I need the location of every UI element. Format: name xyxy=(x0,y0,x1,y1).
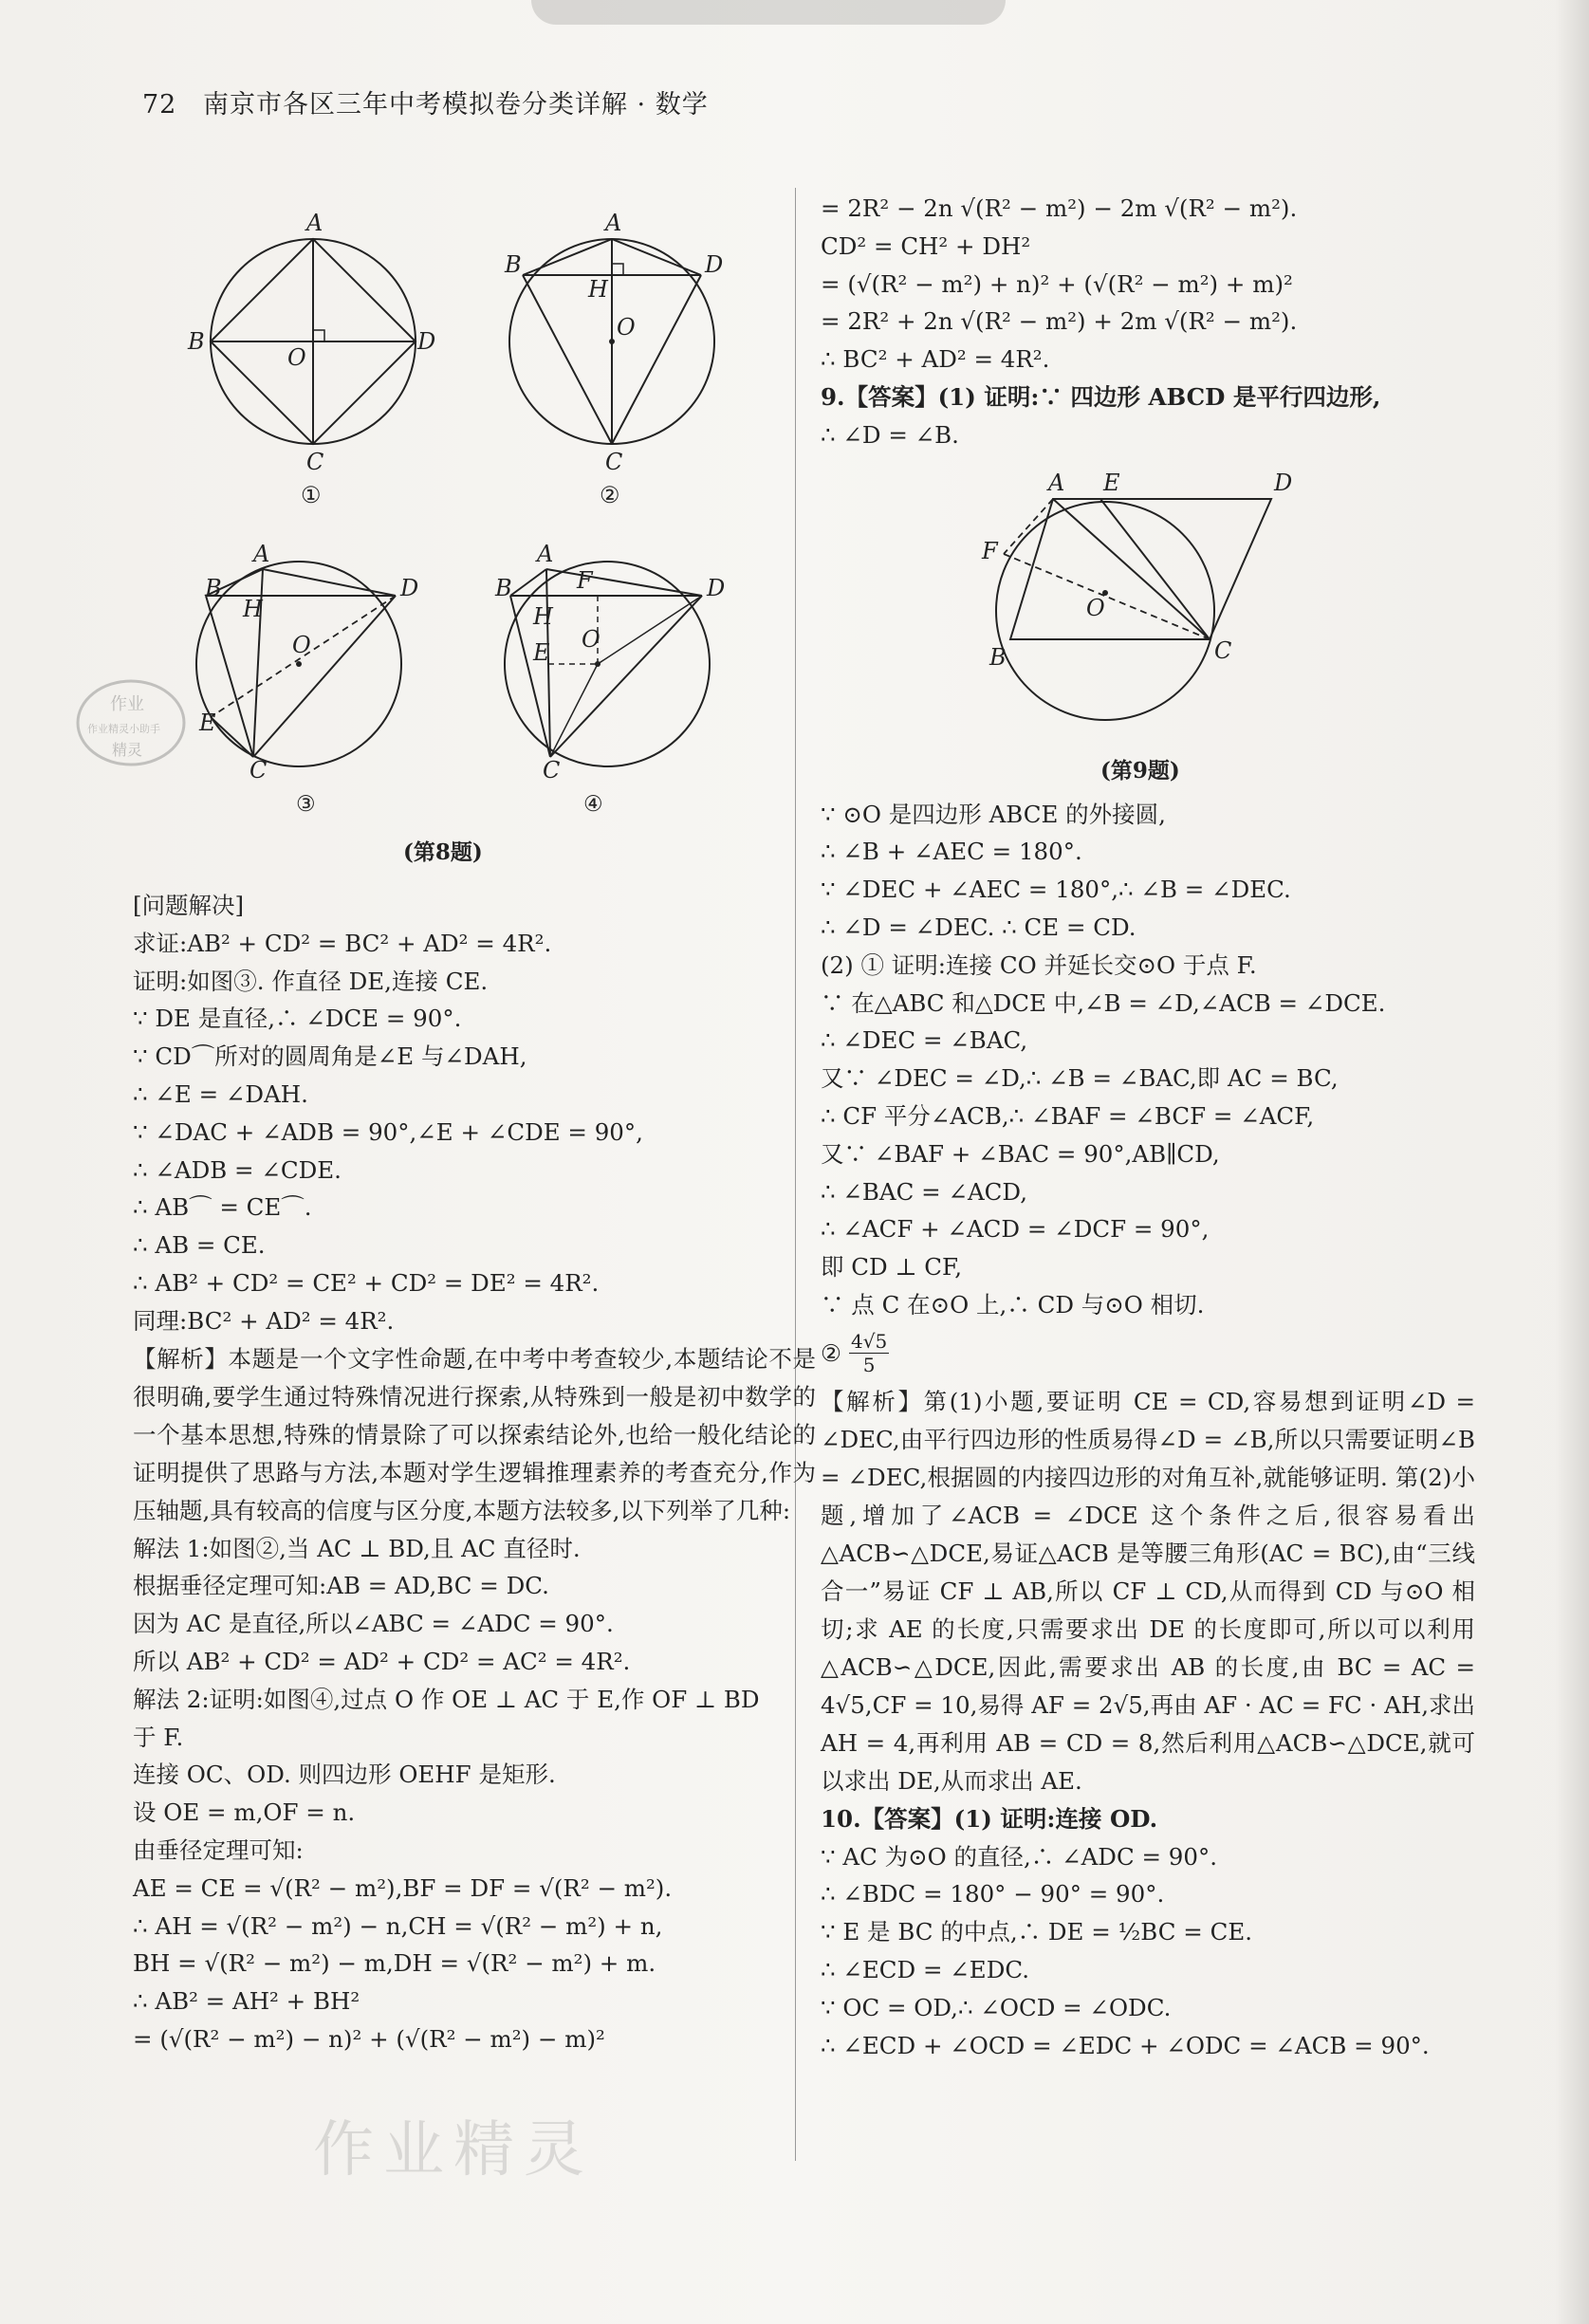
svg-text:D: D xyxy=(707,575,726,601)
text-line: = 2R² − 2n √(R² − m²) − 2m √(R² − m²). xyxy=(821,194,1298,222)
text-line: 根据垂径定理可知:AB = AD,BC = DC. xyxy=(133,1572,549,1600)
figure-8-4 xyxy=(484,541,768,825)
page-edge-shadow xyxy=(1555,0,1589,2324)
svg-text:O: O xyxy=(617,314,636,341)
svg-text:C: C xyxy=(605,449,623,475)
svg-text:H: H xyxy=(588,276,608,303)
page-header xyxy=(142,83,709,120)
right-column xyxy=(821,190,1475,2064)
text-line: 连接 OC、OD. 则四边形 OEHF 是矩形. xyxy=(133,1761,556,1789)
svg-text:E: E xyxy=(199,710,216,736)
text-line: ∴ ∠E = ∠DAH. xyxy=(133,1079,308,1108)
page-top-shadow xyxy=(531,0,1006,25)
text-line: ∵ ⊙O 是四边形 ABCE 的外接圆, xyxy=(821,800,1166,828)
text-line: ∴ ∠ECD = ∠EDC. xyxy=(821,1955,1029,1983)
book-title: 南京市各区三年中考模拟卷分类详解 · 数学 xyxy=(202,90,709,120)
analysis-paragraph-9: 【解析】第(1)小题,要证明 CE = CD,容易想到证明∠D = ∠DEC,由平行四边形的性质易得∠D = ∠B,所以只需要证明∠B = ∠DEC,根据圆的内接四边形的对角互补,就能够证明. 第(2)小题,增加了∠ACB = ∠DCE 这个条件之后,很容易看出△ACB∽△DCE,易证△ACB 是等腰三角形(AC = BC),由“三线合一”易证 CF ⊥ AB,所以 CF ⊥ CD,从而得到 CD 与⊙O 相切;求 AE 的长度,只需要求出 DE 的长度即可,所以可以利用△ACB∽△DCE,因此,需要求出 AB 的长度,由 BC = AC = 4√5,CF = 10,易得 AF = 2√5,再由 AF · AC = FC · AH,求出 AH = 4,再利用 AB = CD = 8,然后利用△ACB∽△DCE,就可以求出 DE,从而求出 AE. xyxy=(821,1387,1475,1795)
answer-9-heading: 9.【答案】(1) 证明:∵ 四边形 ABCD 是平行四边形, xyxy=(821,382,1381,411)
svg-text:A: A xyxy=(537,541,554,567)
svg-text:E: E xyxy=(533,639,550,666)
watermark-text: 作业精灵 xyxy=(313,2115,594,2186)
answer-10-heading: 10.【答案】(1) 证明:连接 OD. xyxy=(821,1804,1158,1833)
text-line: ∴ ∠DEC = ∠BAC, xyxy=(821,1026,1028,1055)
svg-text:C: C xyxy=(249,757,268,784)
svg-text:C: C xyxy=(1214,636,1232,664)
svg-text:D: D xyxy=(400,575,419,601)
svg-text:B: B xyxy=(505,251,522,278)
figure-8-caption: (第8题) xyxy=(403,839,483,865)
figure-8-3 xyxy=(171,541,455,825)
figure-8-label-4: ④ xyxy=(583,792,603,817)
text-line: 解法 2:证明:如图④,过点 O 作 OE ⊥ AC 于 E,作 OF ⊥ BD xyxy=(133,1685,760,1713)
text-line: ∵ 在△ABC 和△DCE 中,∠B = ∠D,∠ACB = ∠DCE. xyxy=(821,988,1386,1017)
figure-8-label-2: ② xyxy=(600,482,620,507)
figure-8-1 xyxy=(171,194,446,507)
figure-8-label-3: ③ xyxy=(296,792,316,817)
svg-text:D: D xyxy=(705,251,724,278)
text-line: ∴ ∠ECD + ∠OCD = ∠EDC + ∠ODC = ∠ACB = 90°. xyxy=(821,2031,1430,2059)
text-line: ∴ AB² = AH² + BH² xyxy=(133,1987,360,2016)
text-line: ∴ CF 平分∠ACB,∴ ∠BAF = ∠BCF = ∠ACF, xyxy=(821,1101,1315,1130)
text-line: 又∵ ∠BAF + ∠BAC = 90°,AB∥CD, xyxy=(821,1139,1220,1168)
text-line: 因为 AC 是直径,所以∠ABC = ∠ADC = 90°. xyxy=(133,1610,614,1638)
fraction-denominator: 5 xyxy=(862,1354,876,1377)
analysis-paragraph-8: 【解析】本题是一个文字性命题,在中考中考查较少,本题结论不是很明确,要学生通过特殊情况进行探索,从特殊到一般是初中数学的一个基本思想,特殊的情景除了可以探索结论外,也给一般化结论的证明提供了思路与方法,本题对学生逻辑推理素养的考查充分,作为压轴题,具有较高的信度与区分度,本题方法较多,以下列举了几种: xyxy=(133,1344,816,1524)
stamp-top-text: 作业 xyxy=(110,694,144,714)
text-line: ∴ ∠ADB = ∠CDE. xyxy=(133,1155,342,1184)
svg-text:A: A xyxy=(605,210,622,236)
svg-text:E: E xyxy=(1103,469,1120,496)
text-line: ∵ AC 为⊙O 的直径,∴ ∠ADC = 90°. xyxy=(821,1842,1218,1871)
text-line: ∵ ∠DEC + ∠AEC = 180°,∴ ∠B = ∠DEC. xyxy=(821,876,1291,904)
text-line: ∴ ∠D = ∠B. xyxy=(821,420,959,449)
figure-9 xyxy=(972,464,1333,739)
figure-9-caption: (第9题) xyxy=(1100,757,1180,784)
svg-text:A: A xyxy=(306,210,323,236)
svg-text:B: B xyxy=(495,575,512,601)
text-line: CD² = CH² + DH² xyxy=(821,231,1031,260)
text-line: 所以 AB² + CD² = AD² + CD² = AC² = 4R². xyxy=(133,1647,631,1675)
text-line: ∴ AB = CE. xyxy=(133,1231,266,1260)
text-line: 由垂径定理可知: xyxy=(133,1835,304,1864)
svg-text:B: B xyxy=(188,328,205,355)
text-line: = 2R² + 2n √(R² − m²) + 2m √(R² − m²). xyxy=(821,307,1298,336)
text-line: 于 F. xyxy=(133,1723,184,1751)
stamp-bottom-text: 精灵 xyxy=(112,741,143,759)
text-line: ∴ ∠D = ∠DEC. ∴ CE = CD. xyxy=(821,913,1136,941)
text-line: 解法 1:如图②,当 AC ⊥ BD,且 AC 直径时. xyxy=(133,1534,581,1562)
page-number: 72 xyxy=(142,90,177,120)
text-line: 证明:如图③. 作直径 DE,连接 CE. xyxy=(133,967,489,995)
text-line: ∵ CD⌒所对的圆周角是∠E 与∠DAH, xyxy=(133,1042,527,1071)
text-line: 求证:AB² + CD² = BC² + AD² = 4R². xyxy=(133,929,552,957)
text-line: [问题解决] xyxy=(133,892,245,919)
svg-text:O: O xyxy=(582,626,600,653)
text-line: ∴ ∠ACF + ∠ACD = ∠DCF = 90°, xyxy=(821,1215,1210,1244)
text-line: ∴ ∠BAC = ∠ACD, xyxy=(821,1177,1027,1206)
svg-text:D: D xyxy=(1274,469,1293,496)
svg-text:D: D xyxy=(417,328,436,355)
figure-9-area xyxy=(821,454,1475,796)
text-line: ∵ ∠DAC + ∠ADB = 90°,∠E + ∠CDE = 90°, xyxy=(133,1117,643,1146)
stamp-mid-text: 作业精灵小助手 xyxy=(87,723,160,735)
text-line: 又∵ ∠DEC = ∠D,∴ ∠B = ∠BAC,即 AC = BC, xyxy=(821,1064,1339,1093)
svg-text:F: F xyxy=(982,537,998,564)
text-line: ∴ AB² + CD² = CE² + CD² = DE² = 4R². xyxy=(133,1268,600,1297)
text-line: AE = CE = √(R² − m²),BF = DF = √(R² − m²). xyxy=(133,1873,673,1902)
text-line: ∵ 点 C 在⊙O 上,∴ CD 与⊙O 相切. xyxy=(821,1290,1205,1319)
svg-text:O: O xyxy=(292,632,311,658)
text-line: ∴ AH = √(R² − m²) − n,CH = √(R² − m²) + n, xyxy=(133,1911,663,1940)
text-line: BH = √(R² − m²) − m,DH = √(R² − m²) + m. xyxy=(133,1949,656,1978)
text-line: = (√(R² − m²) + n)² + (√(R² − m²) + m)² xyxy=(821,269,1293,298)
figure-8-label-1: ① xyxy=(301,482,322,507)
text-line: ∴ ∠BDC = 180° − 90° = 90°. xyxy=(821,1880,1165,1909)
fraction-numerator: 4√5 xyxy=(850,1330,888,1354)
text-line: ∵ E 是 BC 的中点,∴ DE = ½BC = CE. xyxy=(821,1918,1253,1946)
text-line: = (√(R² − m²) − n)² + (√(R² − m²) − m)² xyxy=(133,2024,605,2053)
svg-text:H: H xyxy=(533,603,553,630)
svg-text:O: O xyxy=(1086,594,1105,621)
svg-text:A: A xyxy=(253,541,270,567)
svg-text:A: A xyxy=(1048,469,1065,496)
answer-9-2 xyxy=(821,1324,1475,1383)
text-line: ∵ OC = OD,∴ ∠OCD = ∠ODC. xyxy=(821,1993,1172,2021)
svg-text:O: O xyxy=(287,344,306,371)
figure-8-2 xyxy=(493,194,768,507)
text-line: ∴ AB⌒ = CE⌒. xyxy=(133,1193,312,1222)
svg-text:F: F xyxy=(577,567,593,594)
text-line: 设 OE = m,OF = n. xyxy=(133,1798,356,1827)
text-line: (2) ① 证明:连接 CO 并延长交⊙O 于点 F. xyxy=(821,950,1257,979)
left-column xyxy=(133,887,816,2058)
watermark-stamp xyxy=(74,675,188,770)
svg-text:C: C xyxy=(306,449,324,475)
text-line: ∴ BC² + AD² = 4R². xyxy=(821,345,1050,374)
svg-text:B: B xyxy=(205,575,222,601)
text-line: 即 CD ⊥ CF, xyxy=(821,1253,963,1282)
text-line: ∵ DE 是直径,∴ ∠DCE = 90°. xyxy=(133,1005,462,1033)
text-line: ∴ ∠B + ∠AEC = 180°. xyxy=(821,838,1082,866)
svg-text:B: B xyxy=(989,643,1007,671)
text-line: 同理:BC² + AD² = 4R². xyxy=(133,1306,395,1335)
answer-9-2-label: ② xyxy=(821,1339,841,1368)
fraction xyxy=(849,1330,889,1376)
svg-text:H: H xyxy=(243,596,263,622)
svg-text:C: C xyxy=(543,757,561,784)
